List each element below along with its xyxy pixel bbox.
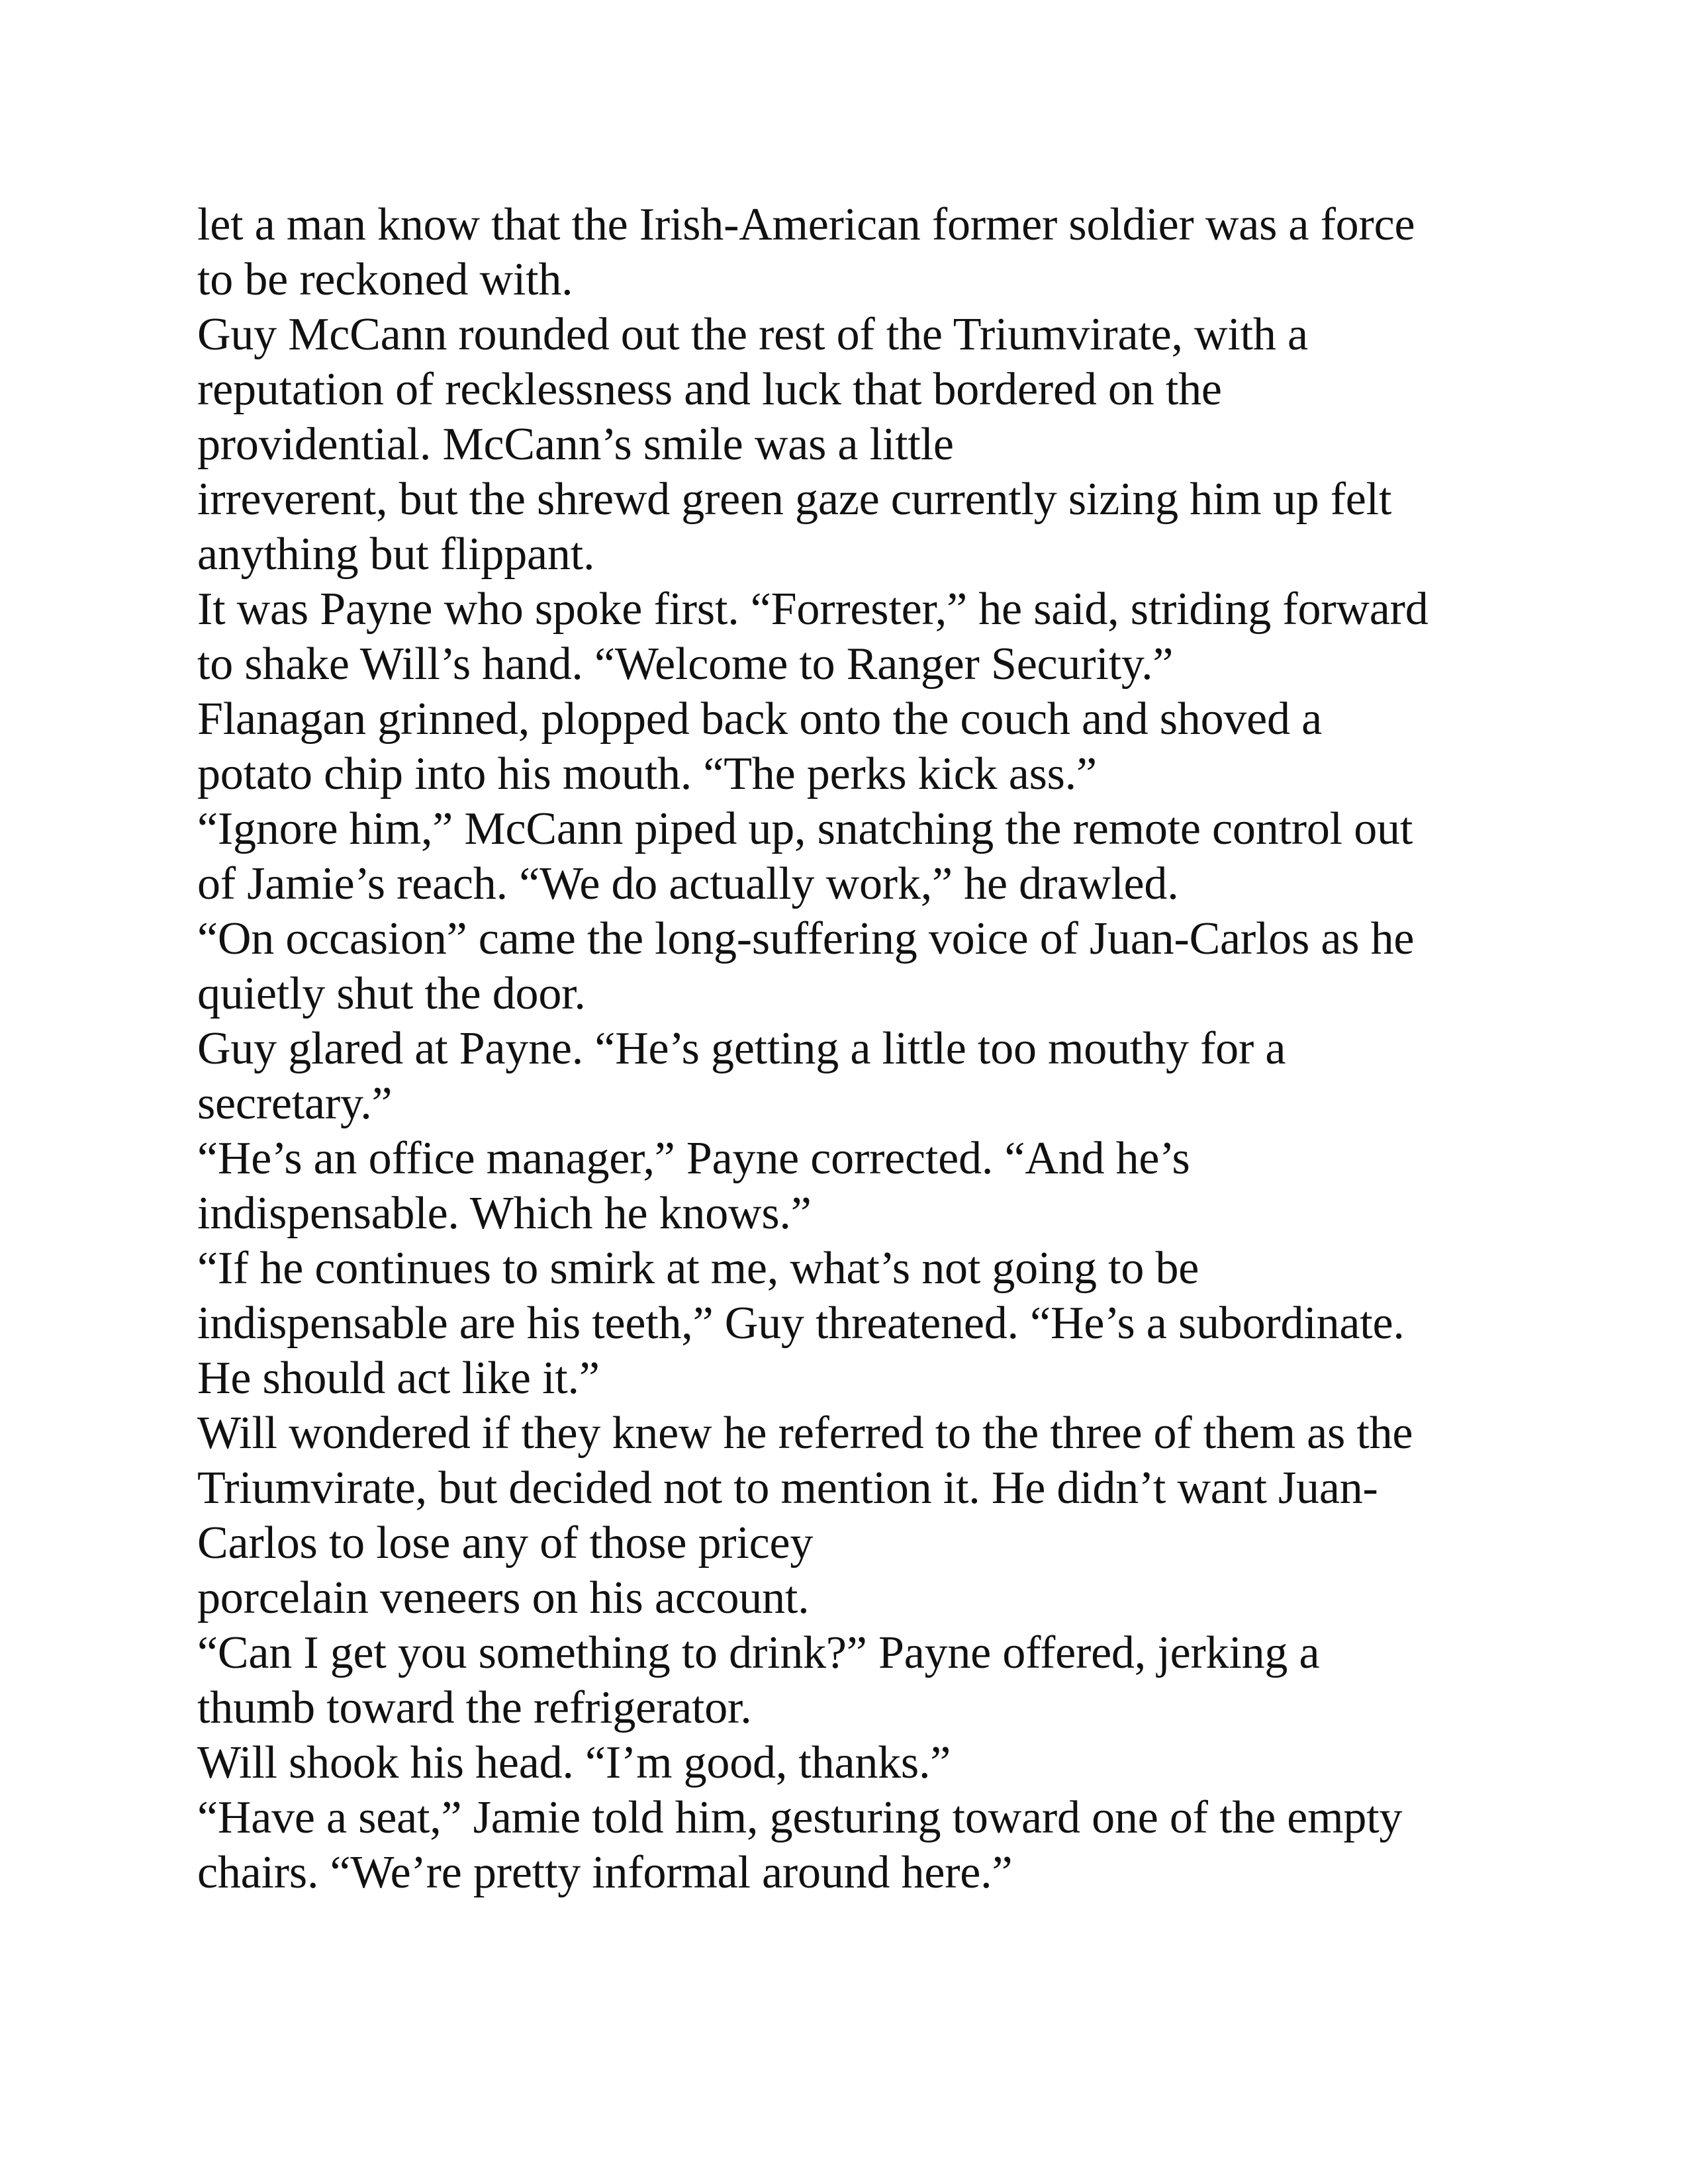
text-line: of Jamie’s reach. “We do actually work,” he drawled. (197, 858, 1179, 909)
text-line: reputation of recklessness and luck that bordered on the (197, 364, 1222, 415)
text-line: Carlos to lose any of those pricey (197, 1518, 814, 1569)
text-line: Will shook his head. “I’m good, thanks.” (197, 1737, 951, 1788)
text-line: indispensable are his teeth,” Guy threatened. “He’s a subordinate. (197, 1298, 1405, 1349)
text-line: Guy glared at Payne. “He’s getting a little too mouthy for a (197, 1023, 1286, 1074)
text-line: irreverent, but the shrewd green gaze currently sizing him up felt (197, 474, 1392, 525)
text-line: to be reckoned with. (197, 254, 573, 305)
text-line: Flanagan grinned, plopped back onto the couch and shoved a (197, 694, 1323, 745)
text-line: chairs. “We’re pretty informal around here.” (197, 1847, 1013, 1898)
text-line: Guy McCann rounded out the rest of the Triumvirate, with a (197, 309, 1308, 360)
text-line: Will wondered if they knew he referred to the three of them as the (197, 1408, 1413, 1459)
text-line: He should act like it.” (197, 1353, 600, 1404)
text-line: It was Payne who spoke first. “Forrester,” he said, striding forward (197, 584, 1429, 635)
text-line: indispensable. Which he knows.” (197, 1188, 812, 1239)
text-line: thumb toward the refrigerator. (197, 1682, 752, 1733)
text-line: “He’s an office manager,” Payne corrected. “And he’s (197, 1133, 1190, 1184)
text-line: “If he continues to smirk at me, what’s not going to be (197, 1243, 1199, 1294)
text-line: anything but flippant. (197, 529, 595, 580)
text-line: “Ignore him,” McCann piped up, snatching the remote control out (197, 803, 1413, 854)
text-line: secretary.” (197, 1078, 393, 1129)
text-line: porcelain veneers on his account. (197, 1572, 810, 1623)
text-line: providential. McCann’s smile was a little (197, 419, 954, 470)
text-line: “On occasion” came the long-suffering voice of Juan-Carlos as he (197, 913, 1415, 964)
body-text (197, 197, 1521, 1900)
text-line: Triumvirate, but decided not to mention it. He didn’t want Juan- (197, 1463, 1378, 1514)
text-line: to shake Will’s hand. “Welcome to Ranger Security.” (197, 639, 1174, 690)
text-line: quietly shut the door. (197, 968, 586, 1019)
text-line: let a man know that the Irish-American former soldier was a force (197, 199, 1415, 250)
text-line: potato chip into his mouth. “The perks kick ass.” (197, 749, 1097, 799)
text-line: “Can I get you something to drink?” Payne offered, jerking a (197, 1627, 1320, 1678)
text-line: “Have a seat,” Jamie told him, gesturing toward one of the empty (197, 1792, 1403, 1843)
